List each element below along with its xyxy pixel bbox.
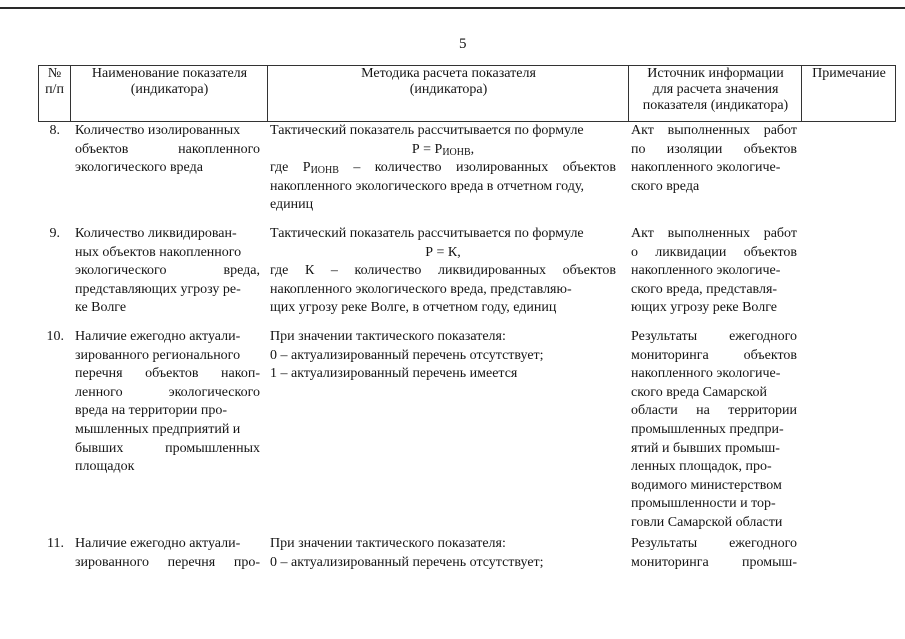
row-8-info-source: Акт выполненных работ по изоляции объектов накопленного экологиче- ского вреда — [631, 123, 797, 194]
row-9-info-source: Акт выполненных работ о ликвидации объектов накопленного экологиче- ского вреда, представля- ющих угрозу реке Волге — [631, 226, 797, 316]
row-9-number: 9. — [49, 226, 60, 241]
row-8-indicator-name: Количество изолированных объектов накопленного экологического вреда — [75, 123, 260, 176]
top-border-line — [0, 7, 905, 9]
row-8-formula: $Р = Р_{ИОНВ}$, — [411, 141, 475, 158]
row-9-calculation-method: Тактический показатель рассчитывается по формуле Р = К, где К – количество ликвидированных объектов накопленного экологического вреда, представляю- щих угрозу реке Волге, в отчетном году, единиц — [270, 226, 616, 316]
row-11-number: 11. — [47, 536, 64, 551]
row-9-indicator-name: Количество ликвидирован- ных объектов накопленного экологического вреда, представляющих угрозу ре- ке Волге — [75, 226, 260, 316]
header-info-source: Источник информации для расчета значения показателя (индикатора) — [642, 66, 789, 113]
header-calculation-method: Методика расчета показателя (индикатора) — [361, 66, 536, 97]
row-10-info-source: Результаты ежегодного мониторинга объектов накопленного экологиче- ского вреда Самарской области на территории промышленных предпри- ятий и бывших промыш- ленных площадок, про- водимого министерством промышленности и тор- говли Самарской области — [631, 329, 797, 530]
row-10-calculation-method: При значении тактического показателя: 0 – актуализированный перечень отсутствует; 1 – актуализированный перечень имеется — [270, 329, 544, 382]
row-8-calculation-method: Тактический показатель рассчитывается по формуле $Р = Р_{ИОНВ}$, где $Р_{ИОНВ}$ – количество изолированных объектов накопленного экологического вреда в отчетном году, единиц — [270, 123, 616, 213]
page-number: 5 — [459, 36, 467, 52]
header-indicator-name: Наименование показателя (индикатора) — [91, 66, 248, 97]
header-note: Примечание — [812, 66, 886, 81]
row-11-info-source: Результаты ежегодного мониторинга промыш- — [631, 536, 797, 570]
row-11-indicator-name: Наличие ежегодно актуали- зированного перечня про- — [75, 536, 260, 570]
row-10-indicator-name: Наличие ежегодно актуали- зированного регионального перечня объектов накоп- ленного экологического вреда на территории про- мышленных предприятий и бывших промышленных площадок — [75, 329, 260, 475]
row-9-formula: Р = К, — [425, 244, 461, 260]
header-number: № п/п — [45, 66, 64, 97]
row-11-calculation-method: При значении тактического показателя: 0 – актуализированный перечень отсутствует; — [270, 536, 544, 570]
row-8-number: 8. — [49, 123, 60, 138]
row-10-number: 10. — [46, 329, 64, 344]
